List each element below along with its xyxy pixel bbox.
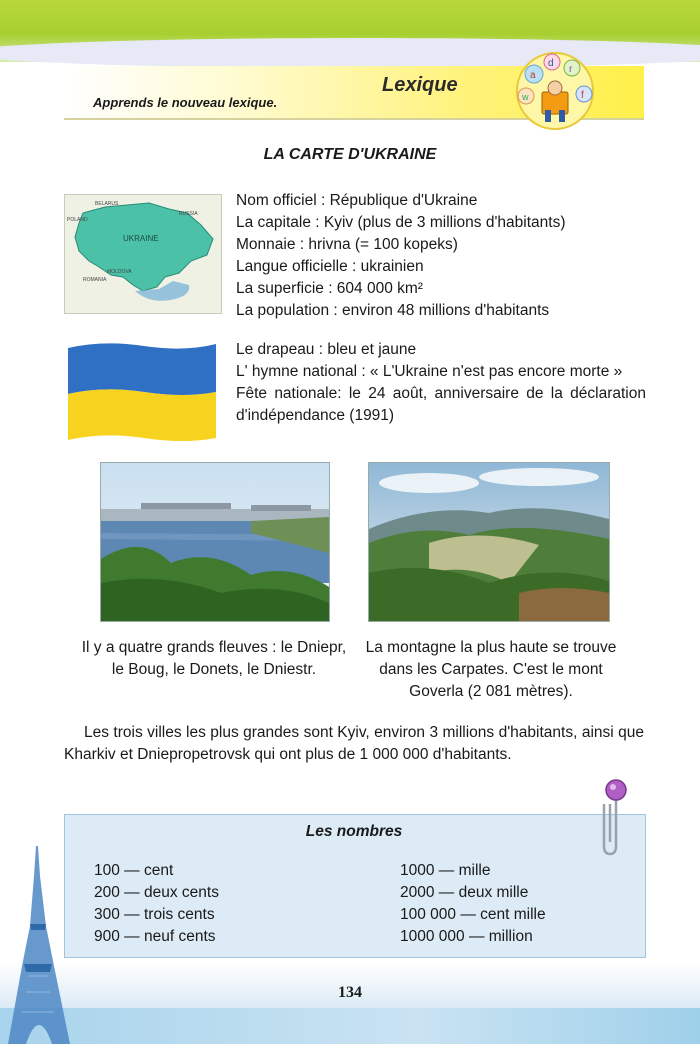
dnipro-river-photo [100,462,330,622]
country-facts [236,190,656,322]
fact-anthem: L' hymne national : « L'Ukraine n'est pas encore morte » [236,363,623,380]
page-heading: LA CARTE D'UKRAINE [263,146,437,163]
fact-national-day: Fête nationale: le 24 août, anniversaire de la déclaration d'indépendance (1991) [236,385,646,424]
fact-capital: La capitale : Kyiv (plus de 3 millions d'habitants) [236,214,566,231]
fact-language: Langue officielle : ukrainien [236,258,424,275]
number-item: 900 — neuf cents [94,928,216,945]
numbers-title: Les nombres [305,823,403,840]
map-label-russia: RUSSIA [179,211,198,217]
eiffel-tower-icon [0,846,78,1044]
cities-paragraph: Les trois villes les plus grandes sont Kyiv, environ 3 millions d'habitants, ainsi que Kharkiv et Dniepropetrovsk qui ont plus de 1 000 000 d'habitants. [64,724,644,763]
paperclip-icon [596,776,636,856]
svg-text:d: d [548,58,554,69]
svg-text:f: f [581,90,584,101]
caption-rivers: Il y a quatre grands fleuves : le Dniepr, le Boug, le Donets, le Dniestr. [81,639,347,678]
page-number: 134 [338,984,362,1001]
flag-facts [236,339,646,427]
caption-mountain: La montagne la plus haute se trouve dans les Carpates. C'est le mont Goverla (2 081 mètres). [365,639,617,700]
carpathian-mountains-photo [368,462,610,622]
fact-flag: Le drapeau : bleu et jaune [236,341,417,358]
map-label-romania: ROMANIA [83,277,107,283]
svg-text:r: r [569,64,573,75]
fact-area: La superficie : 604 000 km² [236,280,423,297]
ukraine-map [64,194,222,314]
fact-currency: Monnaie : hrivna (= 100 kopeks) [236,236,458,253]
numbers-left-column [94,860,219,948]
number-item: 2000 — deux mille [400,884,529,901]
number-item: 200 — deux cents [94,884,219,901]
fact-official-name: Nom officiel : République d'Ukraine [236,192,478,209]
section-title: Lexique [382,74,458,96]
map-label-belarus: BELARUS [95,201,119,207]
ukraine-flag [64,340,220,444]
number-item: 100 000 — cent mille [400,906,546,923]
map-label-poland: POLAND [67,217,88,223]
svg-text:a: a [530,70,536,81]
number-item: 1000 — mille [400,862,491,879]
map-label-moldova: MOLDOVA [107,269,132,275]
map-label-ukraine: UKRAINE [123,234,159,243]
bottom-wave [0,1008,700,1044]
number-item: 1000 000 — million [400,928,533,945]
section-subtitle: Apprends le nouveau lexique. [93,95,278,110]
fact-population: La population : environ 48 millions d'habitants [236,302,550,319]
number-item: 100 — cent [94,862,174,879]
number-item: 300 — trois cents [94,906,215,923]
alphabet-mascot-icon [512,48,598,134]
numbers-right-column [400,860,546,948]
svg-text:w: w [522,92,529,102]
